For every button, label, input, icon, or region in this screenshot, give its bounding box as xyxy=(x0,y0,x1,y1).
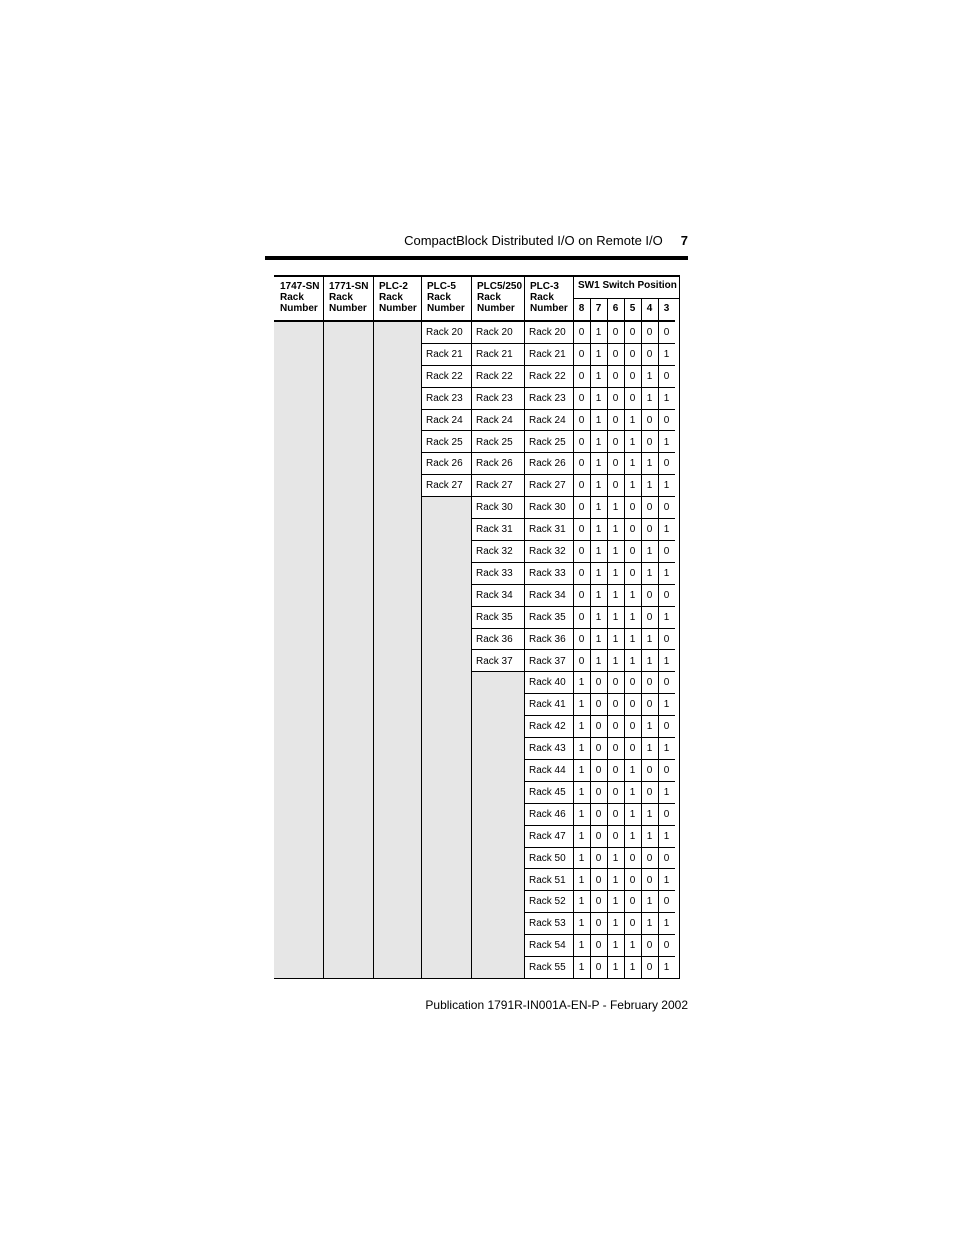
switch-bit: 1 xyxy=(573,782,590,804)
rack-cell-plc5-250: Rack 26 xyxy=(471,453,524,475)
switch-bit: 0 xyxy=(573,453,590,475)
switch-bit: 1 xyxy=(607,651,624,673)
rack-cell-plc3: Rack 20 xyxy=(524,322,573,344)
switch-bit: 0 xyxy=(624,366,641,388)
rack-cell-plc5: Rack 24 xyxy=(421,410,471,432)
switch-column-header: 8 xyxy=(573,299,590,322)
switch-bit: 0 xyxy=(641,432,658,454)
switch-bit: 0 xyxy=(624,870,641,892)
switch-bit: 1 xyxy=(624,760,641,782)
table-bottom-rule xyxy=(274,978,680,979)
rack-switch-table xyxy=(274,275,680,973)
shaded-plc5-250 xyxy=(471,672,524,979)
switch-bit: 1 xyxy=(658,738,675,760)
switch-bit: 1 xyxy=(607,541,624,563)
switch-bit: 1 xyxy=(624,453,641,475)
switch-bit: 0 xyxy=(658,672,675,694)
switch-bit: 1 xyxy=(573,848,590,870)
switch-bit: 0 xyxy=(573,322,590,344)
switch-bit: 0 xyxy=(590,957,607,979)
switch-bit: 1 xyxy=(573,870,590,892)
switch-bit: 0 xyxy=(624,344,641,366)
rack-cell-plc3: Rack 43 xyxy=(524,738,573,760)
switch-bit: 0 xyxy=(641,957,658,979)
rack-cell-plc3: Rack 36 xyxy=(524,629,573,651)
switch-bit: 1 xyxy=(607,563,624,585)
switch-bit: 0 xyxy=(607,432,624,454)
switch-bit: 0 xyxy=(658,410,675,432)
switch-bit: 0 xyxy=(607,475,624,497)
rack-cell-plc5-250: Rack 35 xyxy=(471,607,524,629)
switch-bit: 0 xyxy=(590,760,607,782)
switch-bit: 1 xyxy=(624,782,641,804)
switch-column-header: 3 xyxy=(658,299,675,322)
switch-bit: 1 xyxy=(573,891,590,913)
switch-bit: 0 xyxy=(607,826,624,848)
switch-bit: 1 xyxy=(573,738,590,760)
switch-bit: 0 xyxy=(641,585,658,607)
switch-bit: 0 xyxy=(607,388,624,410)
rack-cell-plc3: Rack 25 xyxy=(524,432,573,454)
switch-bit: 0 xyxy=(658,891,675,913)
rack-cell-plc3: Rack 34 xyxy=(524,585,573,607)
switch-bit: 0 xyxy=(607,804,624,826)
switch-bit: 1 xyxy=(590,585,607,607)
column-divider xyxy=(421,275,422,979)
switch-column-header: 4 xyxy=(641,299,658,322)
switch-bit: 1 xyxy=(641,804,658,826)
switch-bit: 1 xyxy=(624,651,641,673)
rack-cell-plc5: Rack 23 xyxy=(421,388,471,410)
switch-bit: 0 xyxy=(658,804,675,826)
switch-bit: 1 xyxy=(624,432,641,454)
publication-footer: Publication 1791R-IN001A-EN-P - February 2002 xyxy=(425,998,688,1012)
switch-bit: 1 xyxy=(573,760,590,782)
switch-bit: 1 xyxy=(590,497,607,519)
switch-bit: 0 xyxy=(624,694,641,716)
switch-bit: 0 xyxy=(590,891,607,913)
shaded-1771sn xyxy=(323,322,373,979)
switch-bit: 1 xyxy=(590,563,607,585)
switch-bit: 1 xyxy=(607,519,624,541)
switch-bit: 0 xyxy=(573,344,590,366)
switch-column-header: 5 xyxy=(624,299,641,322)
switch-bit: 1 xyxy=(641,563,658,585)
switch-bit: 0 xyxy=(573,629,590,651)
switch-bit: 1 xyxy=(641,891,658,913)
switch-bit: 0 xyxy=(607,672,624,694)
switch-bit: 1 xyxy=(641,475,658,497)
rack-cell-plc3: Rack 35 xyxy=(524,607,573,629)
switch-bit: 0 xyxy=(641,672,658,694)
rack-cell-plc3: Rack 42 xyxy=(524,716,573,738)
switch-bit: 0 xyxy=(624,848,641,870)
switch-bit: 0 xyxy=(624,322,641,344)
rack-cell-plc3: Rack 27 xyxy=(524,475,573,497)
rack-cell-plc3: Rack 53 xyxy=(524,913,573,935)
switch-bit: 0 xyxy=(607,322,624,344)
switch-bit: 1 xyxy=(658,432,675,454)
switch-bit: 0 xyxy=(624,672,641,694)
switch-bit: 1 xyxy=(641,826,658,848)
column-divider xyxy=(524,275,525,979)
rack-cell-plc3: Rack 37 xyxy=(524,651,573,673)
switch-bit: 1 xyxy=(590,475,607,497)
switch-bit: 1 xyxy=(590,541,607,563)
rack-cell-plc3: Rack 44 xyxy=(524,760,573,782)
rack-cell-plc3: Rack 33 xyxy=(524,563,573,585)
rack-cell-plc3: Rack 26 xyxy=(524,453,573,475)
switch-bit: 0 xyxy=(590,804,607,826)
switch-bit: 0 xyxy=(641,497,658,519)
shaded-plc5 xyxy=(421,497,471,979)
rack-cell-plc3: Rack 45 xyxy=(524,782,573,804)
rack-cell-plc3: Rack 51 xyxy=(524,870,573,892)
page-number: 7 xyxy=(680,233,688,248)
switch-column-header: 7 xyxy=(590,299,607,322)
switch-bit: 0 xyxy=(624,716,641,738)
switch-bit: 0 xyxy=(658,760,675,782)
switch-column-header: 6 xyxy=(607,299,624,322)
rack-cell-plc5-250: Rack 22 xyxy=(471,366,524,388)
switch-bit: 1 xyxy=(590,607,607,629)
switch-bit: 0 xyxy=(641,410,658,432)
switch-bit: 0 xyxy=(573,388,590,410)
switch-bit: 1 xyxy=(573,935,590,957)
switch-bit: 0 xyxy=(607,782,624,804)
switch-bit: 1 xyxy=(624,607,641,629)
switch-bit: 0 xyxy=(658,585,675,607)
rack-cell-plc5-250: Rack 24 xyxy=(471,410,524,432)
rack-cell-plc5-250: Rack 31 xyxy=(471,519,524,541)
switch-bit: 1 xyxy=(658,957,675,979)
running-header xyxy=(274,233,688,253)
switch-bit: 1 xyxy=(607,607,624,629)
switch-bit: 0 xyxy=(607,694,624,716)
switch-bit: 0 xyxy=(624,891,641,913)
switch-bit: 0 xyxy=(573,563,590,585)
column-divider xyxy=(624,299,625,979)
switch-bit: 0 xyxy=(573,651,590,673)
switch-bit: 0 xyxy=(573,585,590,607)
switch-bit: 1 xyxy=(624,410,641,432)
column-divider xyxy=(658,299,659,979)
switch-bit: 0 xyxy=(624,388,641,410)
column-divider xyxy=(590,299,591,979)
switch-bit: 1 xyxy=(573,694,590,716)
switch-bit: 0 xyxy=(624,563,641,585)
switch-bit: 1 xyxy=(641,629,658,651)
switch-bit: 1 xyxy=(641,453,658,475)
switch-bit: 1 xyxy=(658,344,675,366)
switch-bit: 1 xyxy=(658,870,675,892)
rack-cell-plc3: Rack 24 xyxy=(524,410,573,432)
switch-bit: 0 xyxy=(607,344,624,366)
switch-bit: 0 xyxy=(641,870,658,892)
switch-bit: 1 xyxy=(641,366,658,388)
switch-bit: 1 xyxy=(658,607,675,629)
switch-bit: 1 xyxy=(573,826,590,848)
switch-bit: 1 xyxy=(658,563,675,585)
rack-cell-plc5: Rack 20 xyxy=(421,322,471,344)
switch-bit: 1 xyxy=(590,432,607,454)
switch-bit: 0 xyxy=(658,629,675,651)
switch-bit: 0 xyxy=(607,760,624,782)
switch-bit: 1 xyxy=(624,585,641,607)
switch-bit: 0 xyxy=(658,935,675,957)
rack-cell-plc3: Rack 54 xyxy=(524,935,573,957)
rack-cell-plc5-250: Rack 21 xyxy=(471,344,524,366)
switch-bit: 0 xyxy=(658,366,675,388)
switch-bit: 0 xyxy=(590,935,607,957)
switch-bit: 0 xyxy=(624,738,641,760)
column-header: PLC5/250 Rack Number xyxy=(471,275,524,322)
table-right-edge xyxy=(679,275,680,979)
switch-bit: 1 xyxy=(641,913,658,935)
switch-bit: 0 xyxy=(590,826,607,848)
switch-bit: 1 xyxy=(573,957,590,979)
switch-bit: 0 xyxy=(658,716,675,738)
switch-bit: 0 xyxy=(590,716,607,738)
column-header: PLC-3 Rack Number xyxy=(524,275,573,322)
rack-cell-plc3: Rack 40 xyxy=(524,672,573,694)
rack-cell-plc5-250: Rack 23 xyxy=(471,388,524,410)
switch-bit: 1 xyxy=(590,629,607,651)
rack-cell-plc3: Rack 23 xyxy=(524,388,573,410)
rack-cell-plc3: Rack 46 xyxy=(524,804,573,826)
rack-cell-plc3: Rack 52 xyxy=(524,891,573,913)
rack-cell-plc5: Rack 21 xyxy=(421,344,471,366)
shaded-plc2 xyxy=(373,322,421,979)
rack-cell-plc3: Rack 31 xyxy=(524,519,573,541)
switch-bit: 1 xyxy=(607,913,624,935)
rack-cell-plc5-250: Rack 33 xyxy=(471,563,524,585)
switch-bit: 1 xyxy=(607,957,624,979)
switch-bit: 0 xyxy=(590,870,607,892)
switch-bit: 1 xyxy=(641,651,658,673)
rack-cell-plc3: Rack 32 xyxy=(524,541,573,563)
rack-cell-plc5-250: Rack 27 xyxy=(471,475,524,497)
switch-bit: 0 xyxy=(658,322,675,344)
rack-cell-plc5: Rack 25 xyxy=(421,432,471,454)
switch-bit: 1 xyxy=(573,716,590,738)
switch-bit: 1 xyxy=(590,344,607,366)
switch-bit: 1 xyxy=(624,826,641,848)
switch-bit: 1 xyxy=(607,891,624,913)
header-rule xyxy=(265,256,688,260)
switch-bit: 1 xyxy=(590,453,607,475)
switch-bit: 0 xyxy=(573,475,590,497)
switch-bit: 1 xyxy=(641,716,658,738)
column-header: PLC-5 Rack Number xyxy=(421,275,471,322)
switch-bit: 0 xyxy=(641,607,658,629)
switch-bit: 1 xyxy=(607,497,624,519)
switch-bit: 1 xyxy=(641,738,658,760)
switch-bit: 0 xyxy=(590,782,607,804)
switch-bit: 1 xyxy=(624,957,641,979)
switch-bit: 1 xyxy=(573,913,590,935)
switch-bit: 0 xyxy=(641,848,658,870)
switch-bit: 1 xyxy=(624,804,641,826)
switch-bit: 0 xyxy=(641,760,658,782)
shaded-1747sn xyxy=(274,322,323,979)
switch-bit: 0 xyxy=(658,497,675,519)
switch-bit: 0 xyxy=(641,935,658,957)
switch-bit: 0 xyxy=(590,672,607,694)
switch-bit: 0 xyxy=(624,541,641,563)
switch-bit: 0 xyxy=(573,410,590,432)
switch-bit: 0 xyxy=(573,519,590,541)
switch-bit: 0 xyxy=(658,453,675,475)
switch-bit: 1 xyxy=(590,410,607,432)
switch-bit: 0 xyxy=(607,366,624,388)
column-divider xyxy=(573,275,574,979)
switch-bit: 1 xyxy=(573,672,590,694)
switch-bit: 0 xyxy=(641,344,658,366)
switch-bit: 0 xyxy=(573,497,590,519)
switch-bit: 0 xyxy=(590,848,607,870)
switch-bit: 1 xyxy=(658,475,675,497)
switch-bit: 1 xyxy=(641,541,658,563)
switch-bit: 0 xyxy=(624,519,641,541)
rack-cell-plc5-250: Rack 30 xyxy=(471,497,524,519)
rack-cell-plc5-250: Rack 37 xyxy=(471,651,524,673)
column-divider xyxy=(641,299,642,979)
switch-bit: 0 xyxy=(590,913,607,935)
switch-bit: 0 xyxy=(624,913,641,935)
switch-bit: 0 xyxy=(573,541,590,563)
switch-bit: 1 xyxy=(658,519,675,541)
switch-bit: 1 xyxy=(607,629,624,651)
switch-bit: 0 xyxy=(573,607,590,629)
switch-bit: 1 xyxy=(590,388,607,410)
header-title: CompactBlock Distributed I/O on Remote I/O xyxy=(404,233,663,248)
switch-bit: 1 xyxy=(641,388,658,410)
column-divider xyxy=(323,275,324,979)
switch-bit: 0 xyxy=(641,519,658,541)
switch-bit: 1 xyxy=(607,848,624,870)
switch-bit: 1 xyxy=(590,366,607,388)
switch-bit: 1 xyxy=(590,651,607,673)
rack-cell-plc5: Rack 22 xyxy=(421,366,471,388)
switch-bit: 1 xyxy=(607,585,624,607)
switch-bit: 1 xyxy=(658,782,675,804)
switch-bit: 0 xyxy=(607,453,624,475)
switch-bit: 0 xyxy=(573,366,590,388)
rack-cell-plc3: Rack 47 xyxy=(524,826,573,848)
switch-bit: 1 xyxy=(658,651,675,673)
column-header: PLC-2 Rack Number xyxy=(373,275,421,322)
switch-bit: 1 xyxy=(573,804,590,826)
rack-cell-plc5-250: Rack 20 xyxy=(471,322,524,344)
switch-bit: 1 xyxy=(658,826,675,848)
switch-bit: 0 xyxy=(573,432,590,454)
switch-bit: 1 xyxy=(658,694,675,716)
switch-bit: 0 xyxy=(590,738,607,760)
switch-bit: 0 xyxy=(590,694,607,716)
switch-bit: 1 xyxy=(658,388,675,410)
switch-position-header: SW1 Switch Position xyxy=(573,275,680,299)
switch-bit: 0 xyxy=(658,541,675,563)
column-header: 1771-SN Rack Number xyxy=(323,275,373,322)
switch-bit: 1 xyxy=(658,913,675,935)
switch-bit: 0 xyxy=(658,848,675,870)
rack-cell-plc3: Rack 21 xyxy=(524,344,573,366)
rack-cell-plc5-250: Rack 36 xyxy=(471,629,524,651)
switch-bit: 1 xyxy=(624,935,641,957)
rack-cell-plc3: Rack 50 xyxy=(524,848,573,870)
switch-bit: 1 xyxy=(624,475,641,497)
rack-cell-plc5-250: Rack 25 xyxy=(471,432,524,454)
switch-bit: 0 xyxy=(607,410,624,432)
switch-bit: 0 xyxy=(641,322,658,344)
switch-bit: 0 xyxy=(641,694,658,716)
switch-bit: 0 xyxy=(624,497,641,519)
rack-cell-plc3: Rack 22 xyxy=(524,366,573,388)
rack-cell-plc5: Rack 26 xyxy=(421,453,471,475)
switch-bit: 1 xyxy=(590,519,607,541)
switch-bit: 1 xyxy=(624,629,641,651)
column-header: 1747-SN Rack Number xyxy=(274,275,323,322)
rack-cell-plc3: Rack 55 xyxy=(524,957,573,979)
switch-bit: 0 xyxy=(641,782,658,804)
switch-bit: 0 xyxy=(607,738,624,760)
column-divider xyxy=(471,275,472,979)
switch-bit: 1 xyxy=(607,870,624,892)
column-divider xyxy=(373,275,374,979)
rack-cell-plc5-250: Rack 32 xyxy=(471,541,524,563)
switch-bit: 1 xyxy=(607,935,624,957)
switch-bit: 1 xyxy=(590,322,607,344)
rack-cell-plc5: Rack 27 xyxy=(421,475,471,497)
rack-cell-plc3: Rack 41 xyxy=(524,694,573,716)
column-divider xyxy=(607,299,608,979)
rack-cell-plc3: Rack 30 xyxy=(524,497,573,519)
rack-cell-plc5-250: Rack 34 xyxy=(471,585,524,607)
switch-bit: 0 xyxy=(607,716,624,738)
